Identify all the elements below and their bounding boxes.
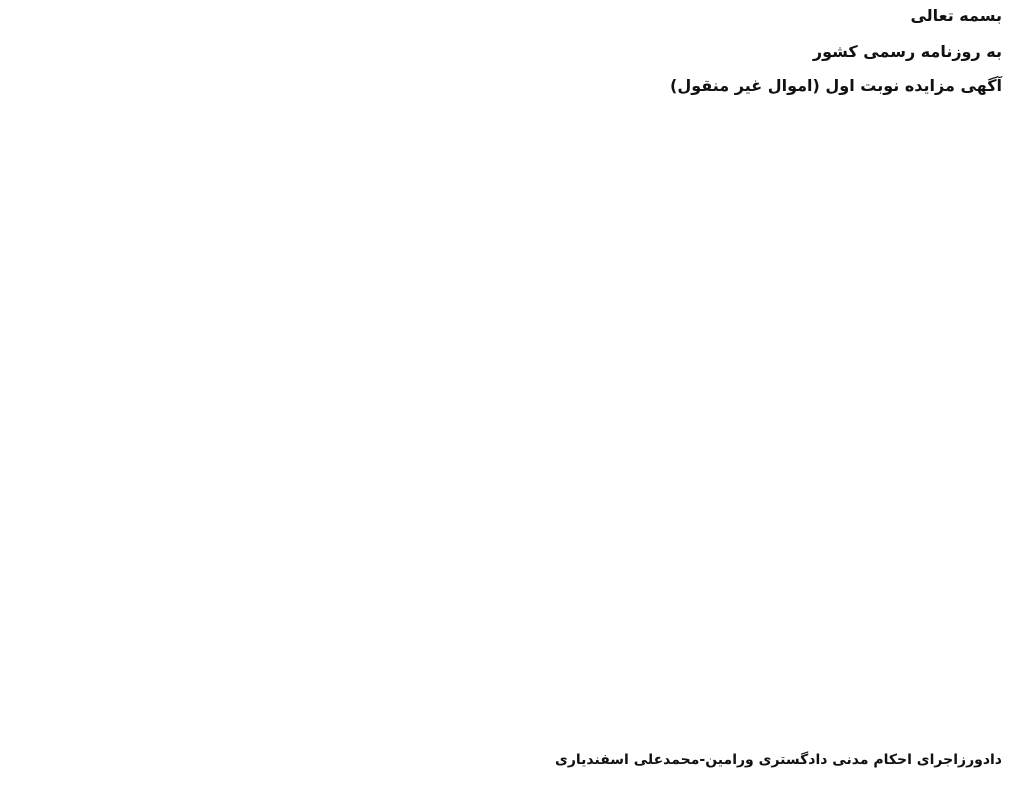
notice-title: آگهی مزایده نوبت اول (اموال غیر منقول) [670, 76, 1002, 95]
newspaper-line: به روزنامه رسمی کشور [812, 42, 1002, 61]
notice-body [16, 104, 1006, 744]
signature-line: دادورزاجرای احکام مدنی دادگستری ورامین-محمدعلی اسفندیاری [555, 752, 1002, 768]
basmala: بسمه تعالی [910, 6, 1002, 25]
